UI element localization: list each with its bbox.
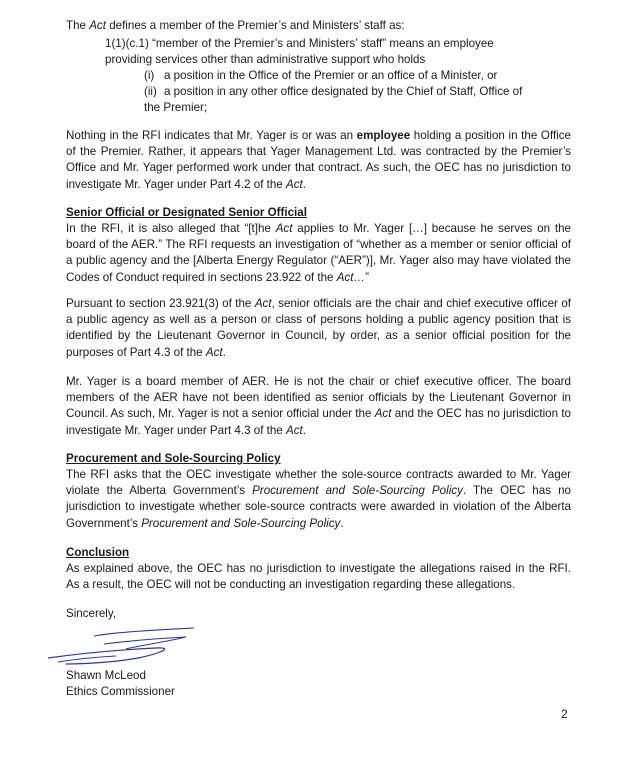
definition-intro: The Act defines a member of the Premier’s and Ministers’ staff as: (66, 19, 405, 32)
paragraph-senior-board: Mr. Yager is a board member of AER. He is not the chair or chief executive officer. The board members of the AER have not been identified as senior officials by the Lieutenant Governor in Council. As such, Mr. Yager is not a senior official under the Act and the OEC has no jurisdiction to investigate Mr. Yager under Part 4.3 of the Act. (66, 375, 571, 437)
definition-clause-cont: providing services other than administrative support who holds (105, 53, 426, 66)
signer-title: Ethics Commissioner (66, 685, 175, 698)
salutation: Sincerely, (66, 607, 117, 620)
definition-item-ii: (ii) a position in any other office designated by the Chief of Staff, Office of (144, 85, 523, 98)
paragraph-senior-pursuant: Pursuant to section 23.921(3) of the Act, senior officials are the chair and chief executive officer of a public agency as well as a person or class of persons holding a public agency position that is identified by the Lieutenant Governor in Council, by order, as a senior official position for the purposes of Part 4.3 of the Act. (66, 297, 571, 359)
definition-clause: 1(1)(c.1) “member of the Premier’s and Ministers’ staff” means an employee (105, 37, 494, 50)
paragraph-procurement: The RFI asks that the OEC investigate whether the sole-source contracts awarded to Mr. Yager violate the Alberta Government’s Procurement and Sole-Sourcing Policy. The OEC has no jurisdiction to investigate whether sole-source contracts were awarded in violation of the Alberta Government’s Procurement and Sole-Sourcing Policy. (66, 468, 571, 530)
heading-procurement: Procurement and Sole-Sourcing Policy (66, 452, 281, 465)
signer-name: Shawn McLeod (66, 669, 146, 682)
heading-conclusion: Conclusion (66, 546, 130, 559)
definition-item-i: (i) a position in the Office of the Premier or an office of a Minister, or (144, 69, 498, 82)
page-number: 2 (561, 707, 568, 721)
paragraph-employee: Nothing in the RFI indicates that Mr. Yager is or was an employee holding a position in the Office of the Premier. Rather, it appears that Yager Management Ltd. was contracted by the Premier’s Office and Mr. Yager performed work under that contract. As such, the OEC has no jurisdiction to investigate Mr. Yager under Part 4.2 of the Act. (66, 129, 571, 191)
heading-senior-official: Senior Official or Designated Senior Official (66, 206, 307, 219)
paragraph-conclusion: As explained above, the OEC has no jurisdiction to investigate the allegations raised in the RFI. As a result, the OEC will not be conducting an investigation regarding these allegations. (66, 562, 571, 592)
paragraph-senior-rfi: In the RFI, it is also alleged that “[t]he Act applies to Mr. Yager […] because he serves on the board of the AER.” The RFI requests an investigation of “whether as a member or senior official of a public agency and the [Alberta Energy Regulator (“AER”)], Mr. Yager also may have violated the Codes of Conduct required in sections 23.922 of the Act…” (66, 222, 571, 284)
definition-item-ii-cont: the Premier; (144, 101, 208, 114)
